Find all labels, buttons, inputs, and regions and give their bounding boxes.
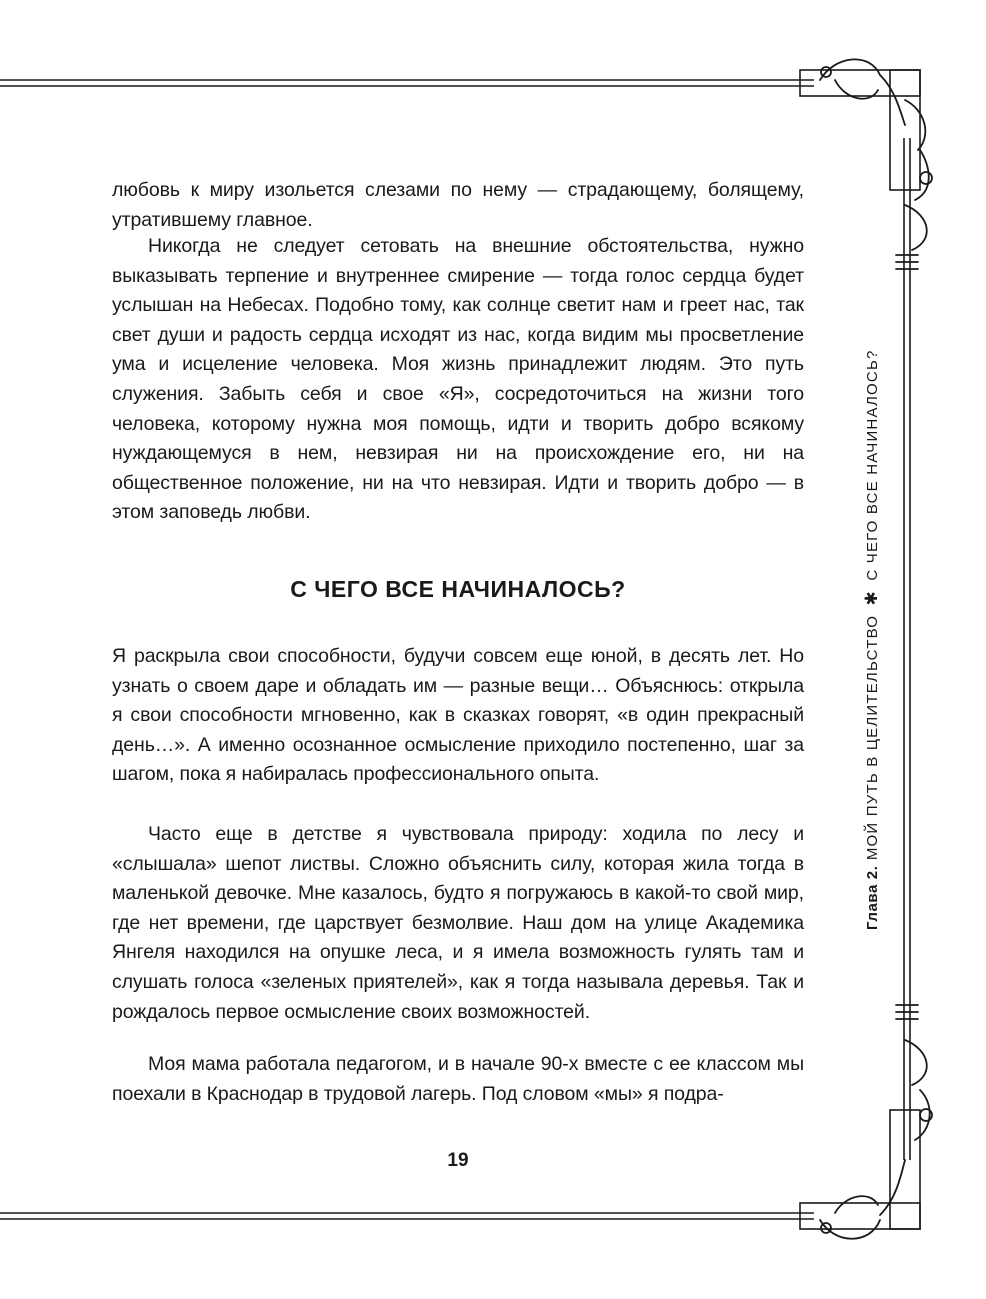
running-head-chapter: Глава 2. — [864, 865, 881, 930]
running-head-section: С ЧЕГО ВСЕ НАЧИНАЛОСЬ? — [864, 349, 881, 581]
corner-ornament-top — [820, 59, 932, 269]
page-number: 19 — [447, 1150, 469, 1171]
paragraph-patience: Никогда не следует сетовать на внешние обстоятельства, нужно выказывать терпение и внутреннее смирение — тогда голос сердца будет услышан на Небесах. Подобно тому, как солнце светит нам и греет нас, так свет души и радость сердца исходят из нас, когда видим мы просветление ума и исцеление человека. Моя жизнь принадлежит людям. Это путь служения. Забыть себя и свое «Я», сосредоточиться на жизни того человека, которому нужна моя помощь, идти и творить добро всякому нуждающемуся в нем, невзирая ни на происхождение его, ни на общественное положение, ни на что невзирая. Идти и творить добро — в этом заповедь любви. — [112, 235, 804, 524]
section-heading: С ЧЕГО ВСЕ НАЧИНАЛОСЬ? — [290, 576, 626, 602]
paragraph-continuation: любовь к миру изольется слезами по нему — страдающему, болящему, утратившему главное. — [112, 179, 804, 231]
asterisk-icon: ✱ — [862, 590, 881, 606]
paragraph-childhood: Часто еще в детстве я чувствовала природу: ходила по лесу и «слышала» шепот листвы. Сложно объяснить силу, которая жила тогда в маленькой девочке. Мне казалось, будто я погружаюсь в какой-то свой мир, где нет времени, где царствует безмолвие. Наш дом на улице Академика Янгеля находился на опушке леса, и я имела возможность гулять там и слушать голоса «зеленых приятелей», как я тогда называла деревья. Так и рождалось первое осмысление своих возможностей. — [112, 823, 804, 1023]
paragraph-mother: Моя мама работала педагогом, и в начале 90-х вместе с ее классом мы поехали в Краснодар в трудовой лагерь. Под словом «мы» я подра- — [112, 1053, 804, 1105]
paragraph-abilities: Я раскрыла свои способности, будучи совсем еще юной, в десять лет. Но узнать о своем даре и обладать им — разные вещи… Объяснюсь: открыла я свои способности мгновенно, как в сказках говорят, «в один прекрасный день…». А именно осознанное осмысление приходило постепенно, шаг за шагом, пока я набиралась профессионального опыта. — [112, 645, 804, 786]
running-head-title: МОЙ ПУТЬ В ЦЕЛИТЕЛЬСТВО — [864, 614, 881, 861]
running-head — [862, 349, 882, 930]
